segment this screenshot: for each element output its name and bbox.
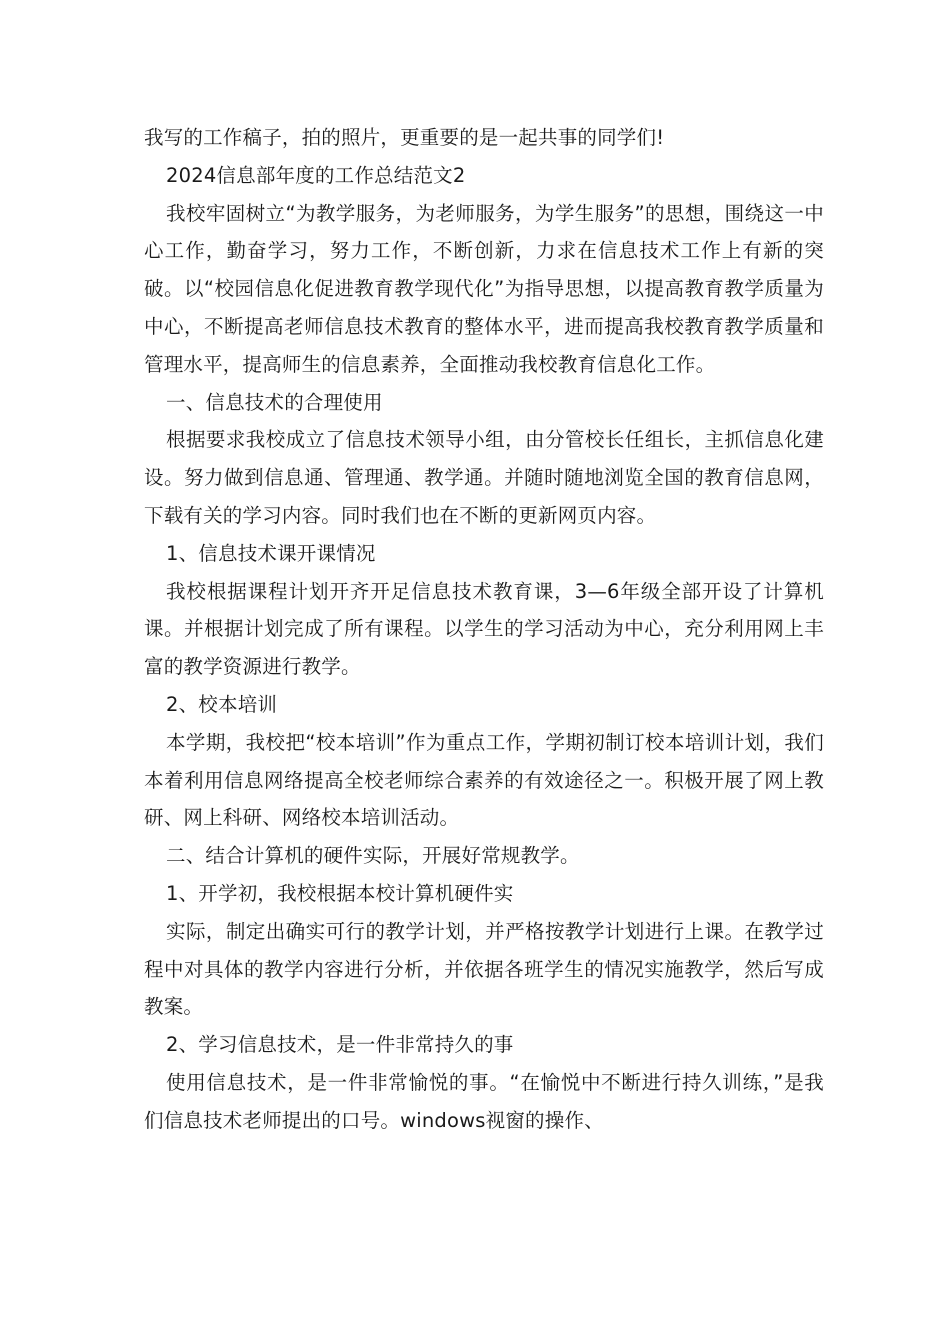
paragraph-training: 本学期，我校把“校本培训”作为重点工作，学期初制订校本培训计划，我们本着利用信息网络提高全校老师综合素养的有效途径之一。积极开展了网上教研、网上科研、网络校本培训活动。	[144, 730, 824, 830]
subheading-start-of-term: 1、开学初，我校根据本校计算机硬件实	[166, 881, 514, 905]
intro-paragraph: 我校牢固树立“为教学服务，为老师服务，为学生服务”的思想，围绕这一中心工作，勤奋学习，努力工作，不断创新，力求在信息技术工作上有新的突破。以“校园信息化促进教育教学现代化”为指导思想，以提高教育教学质量为中心，不断提高老师信息技术教育的整体水平，进而提高我校教育教学质量和管理水平，提高师生的信息素养，全面推动我校教育信息化工作。	[144, 201, 824, 376]
subheading-1: 1、信息技术课开课情况	[166, 541, 376, 565]
paragraph-leadership: 根据要求我校成立了信息技术领导小组，由分管校长任组长，主抓信息化建设。努力做到信息通、管理通、教学通。并随时随地浏览全国的教育信息网，下载有关的学习内容。同时我们也在不断的更新网页内容。	[144, 428, 824, 527]
subheading-learning: 2、学习信息技术，是一件非常持久的事	[166, 1033, 514, 1057]
subheading-2: 2、校本培训	[166, 692, 278, 716]
paragraph-using-it: 使用信息技术，是一件非常愉悦的事。“在愉悦中不断进行持久训练，”是我们信息技术老师提出的口号。windows视窗的操作、	[144, 1070, 824, 1132]
heading-one: 一、信息技术的合理使用	[166, 390, 383, 414]
heading-two: 二、结合计算机的硬件实际，开展好常规教学。	[166, 844, 580, 868]
document-body	[144, 119, 824, 1140]
paragraph-teaching-plan: 实际，制定出确实可行的教学计划，并严格按教学计划进行上课。在教学过程中对具体的教学内容进行分析，并依据各班学生的情况实施教学，然后写成教案。	[144, 919, 824, 1019]
paragraph-continuation: 我写的工作稿子，拍的照片，更重要的是一起共事的同学们!	[144, 126, 665, 149]
section-title: 2024信息部年度的工作总结范文2	[166, 163, 466, 187]
paragraph-courses: 我校根据课程计划开齐开足信息技术教育课，3—6年级全部开设了计算机课。并根据计划完成了所有课程。以学生的学习活动为中心，充分利用网上丰富的教学资源进行教学。	[144, 579, 824, 679]
